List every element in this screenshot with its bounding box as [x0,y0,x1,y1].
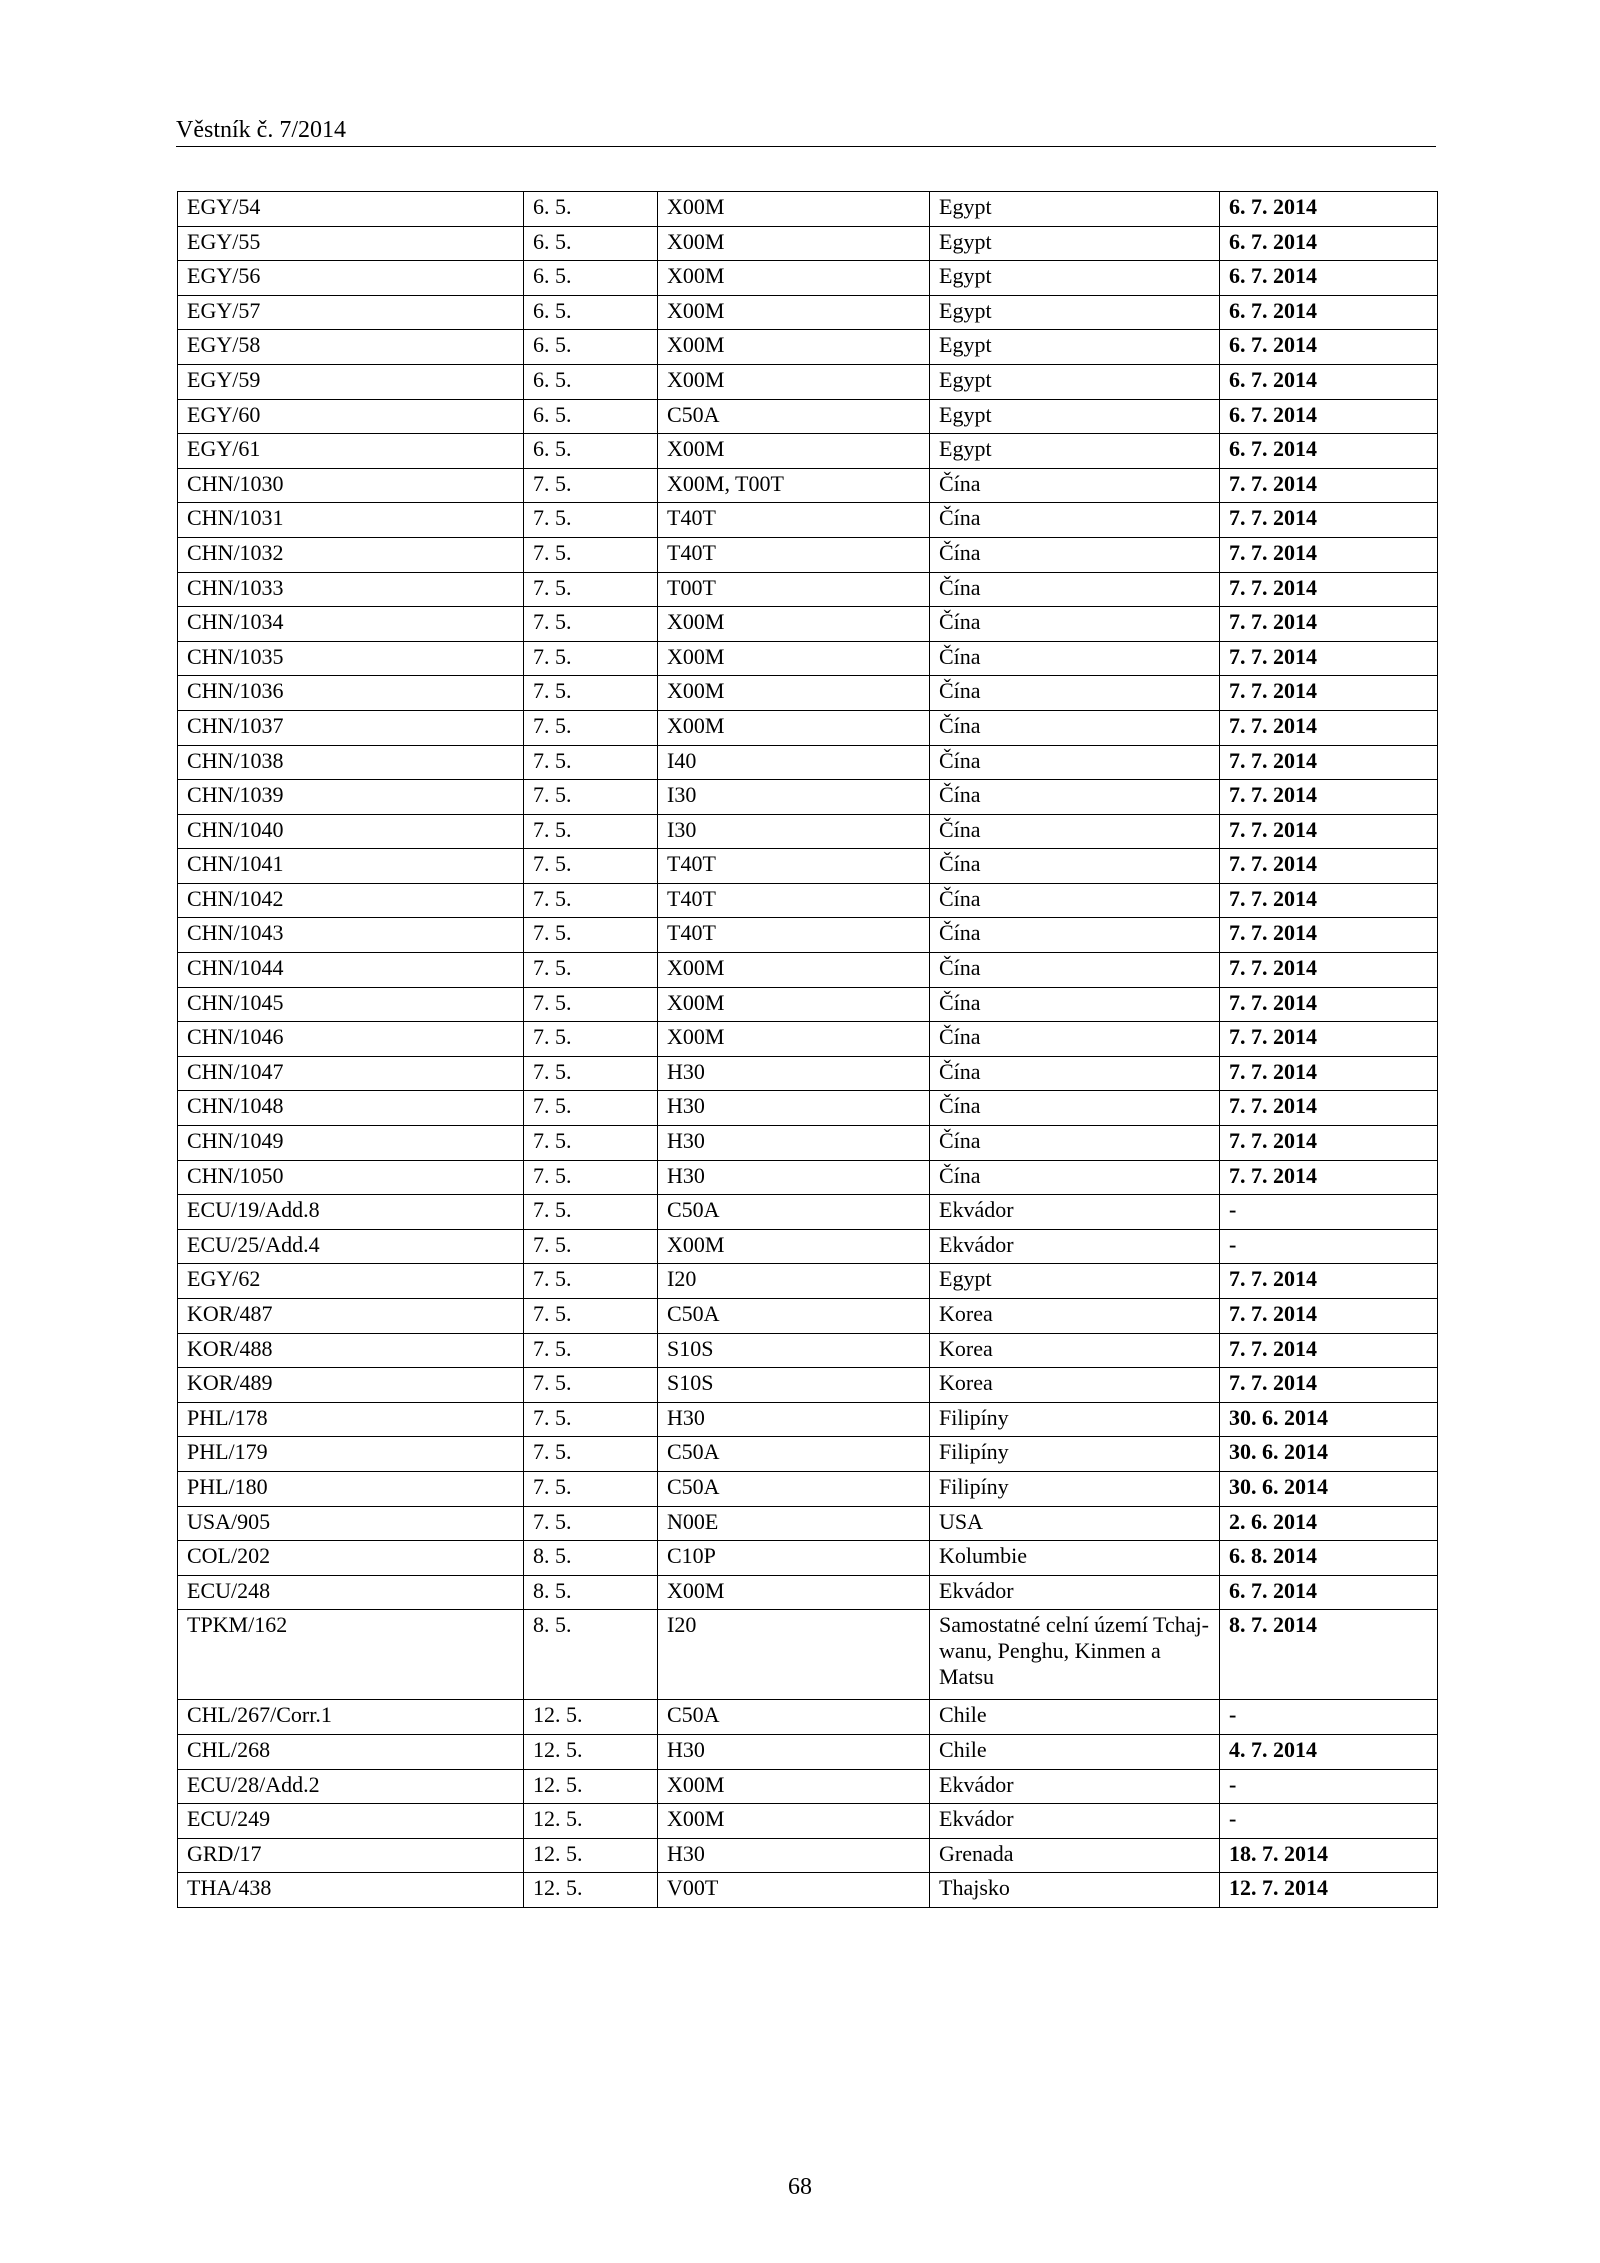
date-received-cell: 7. 5. [524,1195,658,1230]
table-row [178,572,1438,607]
product-code-cell: X00M [658,676,930,711]
notification-code-cell: ECU/249 [178,1804,524,1839]
notification-code-cell: ECU/19/Add.8 [178,1195,524,1230]
product-code-cell: C50A [658,1299,930,1334]
product-code-cell: X00M [658,1022,930,1057]
notification-code-cell: CHN/1040 [178,814,524,849]
date-received-cell: 6. 5. [524,434,658,469]
deadline-cell: 7. 7. 2014 [1220,1126,1438,1161]
table-row [178,1769,1438,1804]
date-received-cell: 6. 5. [524,295,658,330]
country-cell: Egypt [930,330,1220,365]
table-row [178,503,1438,538]
product-code-cell: X00M [658,710,930,745]
country-cell: Čína [930,710,1220,745]
table-row [178,676,1438,711]
notification-code-cell: CHL/267/Corr.1 [178,1700,524,1735]
notification-code-cell: CHN/1049 [178,1126,524,1161]
notification-code-cell: CHN/1045 [178,987,524,1022]
product-code-cell: C10P [658,1541,930,1576]
notification-code-cell: CHN/1031 [178,503,524,538]
notification-code-cell: TPKM/162 [178,1610,524,1700]
table-row [178,1126,1438,1161]
table-row [178,1575,1438,1610]
date-received-cell: 7. 5. [524,918,658,953]
table-row [178,883,1438,918]
product-code-cell: T00T [658,572,930,607]
date-received-cell: 7. 5. [524,1506,658,1541]
product-code-cell: I20 [658,1610,930,1700]
date-received-cell: 12. 5. [524,1769,658,1804]
date-received-cell: 7. 5. [524,710,658,745]
date-received-cell: 7. 5. [524,1056,658,1091]
table-row [178,745,1438,780]
product-code-cell: T40T [658,918,930,953]
deadline-cell: - [1220,1804,1438,1839]
notification-code-cell: CHN/1048 [178,1091,524,1126]
date-received-cell: 7. 5. [524,1402,658,1437]
table-row [178,1333,1438,1368]
deadline-cell: 7. 7. 2014 [1220,883,1438,918]
country-cell: Čína [930,572,1220,607]
deadline-cell: 7. 7. 2014 [1220,607,1438,642]
country-cell: Samostatné celní území Tchaj-wanu, Penghu, Kinmen a Matsu [930,1610,1220,1700]
date-received-cell: 12. 5. [524,1804,658,1839]
country-cell: Čína [930,1091,1220,1126]
notification-code-cell: CHN/1037 [178,710,524,745]
deadline-cell: 7. 7. 2014 [1220,780,1438,815]
product-code-cell: H30 [658,1056,930,1091]
notification-code-cell: EGY/61 [178,434,524,469]
country-cell: Čína [930,780,1220,815]
country-cell: Filipíny [930,1437,1220,1472]
product-code-cell: X00M [658,1769,930,1804]
notification-code-cell: EGY/56 [178,261,524,296]
table-row [178,1160,1438,1195]
country-cell: Korea [930,1333,1220,1368]
deadline-cell: 6. 7. 2014 [1220,226,1438,261]
deadline-cell: 7. 7. 2014 [1220,676,1438,711]
table-row [178,1804,1438,1839]
notifications-table [177,191,1438,1908]
date-received-cell: 7. 5. [524,641,658,676]
date-received-cell: 7. 5. [524,1160,658,1195]
date-received-cell: 7. 5. [524,1333,658,1368]
deadline-cell: 30. 6. 2014 [1220,1437,1438,1472]
product-code-cell: V00T [658,1873,930,1908]
country-cell: Egypt [930,192,1220,227]
notification-code-cell: CHN/1042 [178,883,524,918]
notification-code-cell: EGY/54 [178,192,524,227]
deadline-cell: 7. 7. 2014 [1220,1368,1438,1403]
product-code-cell: H30 [658,1126,930,1161]
date-received-cell: 7. 5. [524,1022,658,1057]
date-received-cell: 7. 5. [524,1264,658,1299]
deadline-cell: - [1220,1769,1438,1804]
table-row [178,1091,1438,1126]
product-code-cell: S10S [658,1368,930,1403]
product-code-cell: X00M, T00T [658,468,930,503]
product-code-cell: C50A [658,399,930,434]
notification-code-cell: CHN/1043 [178,918,524,953]
deadline-cell: 6. 7. 2014 [1220,364,1438,399]
deadline-cell: 4. 7. 2014 [1220,1734,1438,1769]
country-cell: USA [930,1506,1220,1541]
date-received-cell: 7. 5. [524,987,658,1022]
product-code-cell: N00E [658,1506,930,1541]
date-received-cell: 7. 5. [524,1091,658,1126]
deadline-cell: 7. 7. 2014 [1220,1299,1438,1334]
table-row [178,780,1438,815]
country-cell: Čína [930,1126,1220,1161]
country-cell: Filipíny [930,1471,1220,1506]
date-received-cell: 7. 5. [524,1229,658,1264]
deadline-cell: 30. 6. 2014 [1220,1471,1438,1506]
deadline-cell: 6. 7. 2014 [1220,192,1438,227]
deadline-cell: 6. 7. 2014 [1220,330,1438,365]
deadline-cell: 2. 6. 2014 [1220,1506,1438,1541]
notification-code-cell: CHN/1050 [178,1160,524,1195]
deadline-cell: 6. 7. 2014 [1220,295,1438,330]
deadline-cell: 18. 7. 2014 [1220,1838,1438,1873]
country-cell: Egypt [930,261,1220,296]
product-code-cell: C50A [658,1700,930,1735]
date-received-cell: 7. 5. [524,572,658,607]
country-cell: Čína [930,503,1220,538]
date-received-cell: 6. 5. [524,261,658,296]
table-row [178,1700,1438,1735]
date-received-cell: 7. 5. [524,537,658,572]
product-code-cell: X00M [658,434,930,469]
notification-code-cell: EGY/62 [178,1264,524,1299]
country-cell: Korea [930,1299,1220,1334]
date-received-cell: 7. 5. [524,1126,658,1161]
notification-code-cell: CHN/1041 [178,849,524,884]
product-code-cell: X00M [658,295,930,330]
deadline-cell: 7. 7. 2014 [1220,814,1438,849]
product-code-cell: I40 [658,745,930,780]
notification-code-cell: ECU/28/Add.2 [178,1769,524,1804]
date-received-cell: 12. 5. [524,1838,658,1873]
product-code-cell: X00M [658,261,930,296]
country-cell: Čína [930,745,1220,780]
deadline-cell: 7. 7. 2014 [1220,710,1438,745]
table-row [178,1506,1438,1541]
table-row [178,1471,1438,1506]
date-received-cell: 7. 5. [524,745,658,780]
table-row [178,434,1438,469]
table-row [178,953,1438,988]
table-row [178,1264,1438,1299]
country-cell: Ekvádor [930,1195,1220,1230]
deadline-cell: 7. 7. 2014 [1220,1160,1438,1195]
product-code-cell: C50A [658,1195,930,1230]
country-cell: Čína [930,1160,1220,1195]
page-number: 68 [788,2174,812,2200]
deadline-cell: 7. 7. 2014 [1220,987,1438,1022]
date-received-cell: 6. 5. [524,330,658,365]
deadline-cell: 7. 7. 2014 [1220,849,1438,884]
table-row [178,607,1438,642]
deadline-cell: 7. 7. 2014 [1220,745,1438,780]
notification-code-cell: CHN/1032 [178,537,524,572]
notification-code-cell: USA/905 [178,1506,524,1541]
country-cell: Egypt [930,399,1220,434]
date-received-cell: 7. 5. [524,883,658,918]
table-row [178,814,1438,849]
table-row [178,1838,1438,1873]
country-cell: Čína [930,676,1220,711]
table-row [178,261,1438,296]
country-cell: Filipíny [930,1402,1220,1437]
table-row [178,226,1438,261]
deadline-cell: 6. 7. 2014 [1220,434,1438,469]
country-cell: Egypt [930,364,1220,399]
notification-code-cell: EGY/57 [178,295,524,330]
product-code-cell: X00M [658,607,930,642]
date-received-cell: 8. 5. [524,1575,658,1610]
deadline-cell: - [1220,1229,1438,1264]
date-received-cell: 12. 5. [524,1734,658,1769]
date-received-cell: 7. 5. [524,607,658,642]
table-row [178,1402,1438,1437]
country-cell: Egypt [930,1264,1220,1299]
deadline-cell: - [1220,1195,1438,1230]
product-code-cell: C50A [658,1437,930,1472]
date-received-cell: 8. 5. [524,1610,658,1700]
notification-code-cell: KOR/489 [178,1368,524,1403]
notification-code-cell: CHN/1030 [178,468,524,503]
date-received-cell: 7. 5. [524,1471,658,1506]
product-code-cell: X00M [658,1229,930,1264]
deadline-cell: 12. 7. 2014 [1220,1873,1438,1908]
notification-code-cell: PHL/179 [178,1437,524,1472]
product-code-cell: X00M [658,330,930,365]
deadline-cell: 6. 7. 2014 [1220,261,1438,296]
deadline-cell: 7. 7. 2014 [1220,1264,1438,1299]
table-row [178,1368,1438,1403]
date-received-cell: 7. 5. [524,780,658,815]
table-row [178,1195,1438,1230]
country-cell: Kolumbie [930,1541,1220,1576]
country-cell: Egypt [930,226,1220,261]
product-code-cell: H30 [658,1091,930,1126]
deadline-cell: 7. 7. 2014 [1220,503,1438,538]
page-header [176,112,1436,147]
notification-code-cell: CHL/268 [178,1734,524,1769]
country-cell: Korea [930,1368,1220,1403]
country-cell: Čína [930,953,1220,988]
product-code-cell: C50A [658,1471,930,1506]
table-row [178,1437,1438,1472]
table-row [178,295,1438,330]
journal-title: Věstník č. 7/2014 [176,117,346,143]
date-received-cell: 6. 5. [524,192,658,227]
deadline-cell: 7. 7. 2014 [1220,918,1438,953]
country-cell: Čína [930,607,1220,642]
notification-code-cell: PHL/180 [178,1471,524,1506]
notification-code-cell: KOR/487 [178,1299,524,1334]
product-code-cell: T40T [658,537,930,572]
product-code-cell: X00M [658,1804,930,1839]
table-row [178,1873,1438,1908]
country-cell: Čína [930,1056,1220,1091]
country-cell: Ekvádor [930,1804,1220,1839]
country-cell: Čína [930,468,1220,503]
country-cell: Čína [930,1022,1220,1057]
notification-code-cell: ECU/25/Add.4 [178,1229,524,1264]
product-code-cell: I30 [658,814,930,849]
country-cell: Egypt [930,295,1220,330]
table-row [178,1056,1438,1091]
notifications-table-body [178,192,1438,1908]
notification-code-cell: EGY/60 [178,399,524,434]
deadline-cell: 7. 7. 2014 [1220,1333,1438,1368]
date-received-cell: 7. 5. [524,468,658,503]
notification-code-cell: CHN/1039 [178,780,524,815]
table-row [178,468,1438,503]
deadline-cell: 7. 7. 2014 [1220,1022,1438,1057]
product-code-cell: X00M [658,953,930,988]
product-code-cell: T40T [658,849,930,884]
product-code-cell: H30 [658,1838,930,1873]
table-row [178,364,1438,399]
notification-code-cell: ECU/248 [178,1575,524,1610]
table-row [178,399,1438,434]
deadline-cell: 7. 7. 2014 [1220,468,1438,503]
deadline-cell: 7. 7. 2014 [1220,953,1438,988]
country-cell: Chile [930,1700,1220,1735]
table-row [178,1229,1438,1264]
table-row [178,918,1438,953]
table-row [178,1299,1438,1334]
deadline-cell: 7. 7. 2014 [1220,641,1438,676]
product-code-cell: S10S [658,1333,930,1368]
deadline-cell: 7. 7. 2014 [1220,1091,1438,1126]
product-code-cell: H30 [658,1402,930,1437]
product-code-cell: T40T [658,503,930,538]
table-row [178,537,1438,572]
country-cell: Ekvádor [930,1575,1220,1610]
notification-code-cell: GRD/17 [178,1838,524,1873]
table-row [178,849,1438,884]
country-cell: Čína [930,849,1220,884]
table-row [178,192,1438,227]
date-received-cell: 12. 5. [524,1700,658,1735]
date-received-cell: 7. 5. [524,814,658,849]
notification-code-cell: CHN/1038 [178,745,524,780]
product-code-cell: H30 [658,1160,930,1195]
date-received-cell: 12. 5. [524,1873,658,1908]
country-cell: Grenada [930,1838,1220,1873]
table-row [178,1734,1438,1769]
date-received-cell: 7. 5. [524,1437,658,1472]
notification-code-cell: EGY/58 [178,330,524,365]
product-code-cell: X00M [658,987,930,1022]
date-received-cell: 7. 5. [524,1368,658,1403]
notification-code-cell: CHN/1047 [178,1056,524,1091]
country-cell: Čína [930,918,1220,953]
product-code-cell: I20 [658,1264,930,1299]
deadline-cell: 8. 7. 2014 [1220,1610,1438,1700]
deadline-cell: 7. 7. 2014 [1220,572,1438,607]
table-row [178,330,1438,365]
product-code-cell: X00M [658,226,930,261]
product-code-cell: X00M [658,641,930,676]
country-cell: Čína [930,987,1220,1022]
notification-code-cell: COL/202 [178,1541,524,1576]
date-received-cell: 7. 5. [524,1299,658,1334]
date-received-cell: 6. 5. [524,226,658,261]
country-cell: Chile [930,1734,1220,1769]
deadline-cell: 6. 7. 2014 [1220,1575,1438,1610]
notification-code-cell: CHN/1036 [178,676,524,711]
table-row [178,1541,1438,1576]
date-received-cell: 6. 5. [524,399,658,434]
product-code-cell: X00M [658,192,930,227]
country-cell: Čína [930,814,1220,849]
notification-code-cell: THA/438 [178,1873,524,1908]
deadline-cell: 7. 7. 2014 [1220,537,1438,572]
country-cell: Egypt [930,434,1220,469]
date-received-cell: 7. 5. [524,953,658,988]
deadline-cell: 30. 6. 2014 [1220,1402,1438,1437]
notification-code-cell: EGY/55 [178,226,524,261]
product-code-cell: I30 [658,780,930,815]
notification-code-cell: CHN/1033 [178,572,524,607]
notification-code-cell: CHN/1046 [178,1022,524,1057]
deadline-cell: 6. 7. 2014 [1220,399,1438,434]
product-code-cell: T40T [658,883,930,918]
deadline-cell: 7. 7. 2014 [1220,1056,1438,1091]
product-code-cell: X00M [658,364,930,399]
country-cell: Ekvádor [930,1769,1220,1804]
product-code-cell: X00M [658,1575,930,1610]
table-row [178,1610,1438,1700]
date-received-cell: 7. 5. [524,849,658,884]
table-row [178,641,1438,676]
country-cell: Ekvádor [930,1229,1220,1264]
deadline-cell: 6. 8. 2014 [1220,1541,1438,1576]
date-received-cell: 7. 5. [524,503,658,538]
table-row [178,1022,1438,1057]
notification-code-cell: PHL/178 [178,1402,524,1437]
notification-code-cell: CHN/1034 [178,607,524,642]
notification-code-cell: KOR/488 [178,1333,524,1368]
country-cell: Čína [930,537,1220,572]
date-received-cell: 6. 5. [524,364,658,399]
country-cell: Thajsko [930,1873,1220,1908]
table-row [178,710,1438,745]
product-code-cell: H30 [658,1734,930,1769]
date-received-cell: 7. 5. [524,676,658,711]
notification-code-cell: EGY/59 [178,364,524,399]
table-row [178,987,1438,1022]
country-cell: Čína [930,641,1220,676]
notification-code-cell: CHN/1035 [178,641,524,676]
date-received-cell: 8. 5. [524,1541,658,1576]
deadline-cell: - [1220,1700,1438,1735]
notification-code-cell: CHN/1044 [178,953,524,988]
country-cell: Čína [930,883,1220,918]
